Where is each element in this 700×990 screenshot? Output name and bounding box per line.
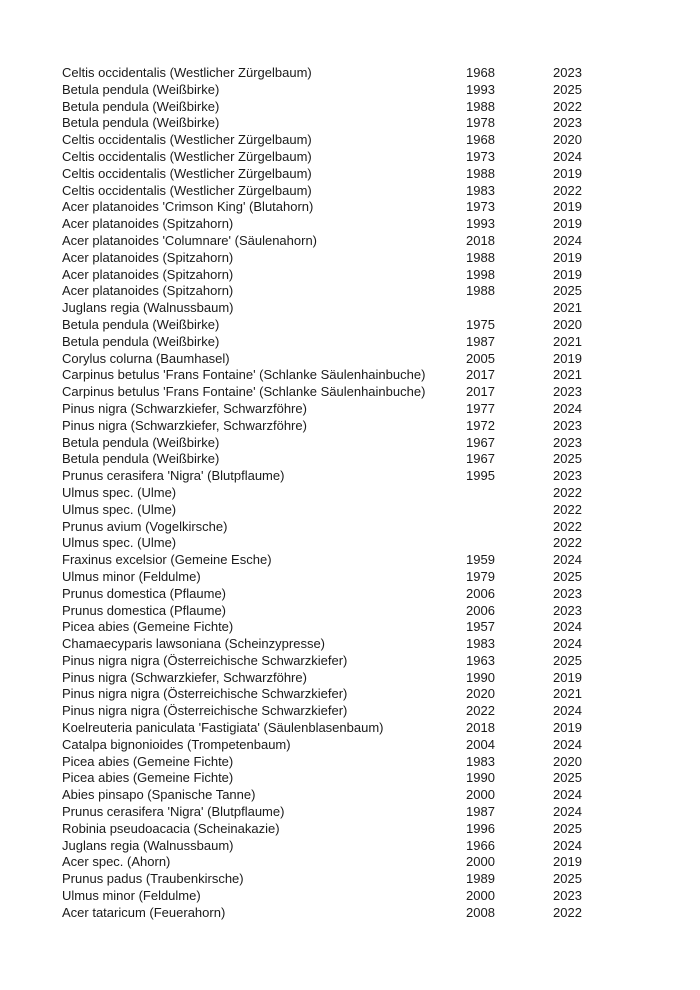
table-row bbox=[62, 686, 700, 703]
year-cell-1: 2000 bbox=[466, 854, 495, 870]
table-row bbox=[62, 367, 700, 384]
species-cell: Pinus nigra (Schwarzkiefer, Schwarzföhre) bbox=[62, 400, 307, 416]
table-row bbox=[62, 435, 700, 452]
table-row bbox=[62, 502, 700, 519]
year-cell-1 bbox=[466, 519, 553, 536]
year-cell-1: 1989 bbox=[466, 871, 495, 887]
table-row bbox=[62, 384, 700, 401]
year-cell-2: 2023 bbox=[553, 602, 582, 618]
year-cell-1: 1993 bbox=[466, 216, 495, 232]
species-cell: Acer platanoides (Spitzahorn) bbox=[62, 266, 234, 282]
year-cell-2: 2019 bbox=[553, 216, 582, 232]
species-cell: Acer platanoides (Spitzahorn) bbox=[62, 216, 234, 232]
year-cell-2: 2023 bbox=[553, 434, 582, 450]
year-cell-2: 2019 bbox=[553, 266, 582, 282]
year-cell-1: 2000 bbox=[466, 787, 495, 803]
year-cell-2: 2024 bbox=[553, 400, 582, 416]
year-cell-1: 2022 bbox=[466, 703, 495, 719]
year-cell-2: 2022 bbox=[553, 904, 582, 920]
table-row bbox=[62, 535, 700, 552]
species-cell: Acer platanoides 'Columnare' (Säulenahorn) bbox=[62, 232, 317, 248]
species-cell: Carpinus betulus 'Frans Fontaine' (Schlanke Säulenhainbuche) bbox=[62, 384, 426, 400]
species-cell: Betula pendula (Weißbirke) bbox=[62, 333, 220, 349]
table-row bbox=[62, 552, 700, 569]
table-row bbox=[62, 115, 700, 132]
year-cell-1 bbox=[466, 485, 553, 502]
species-cell: Celtis occidentalis (Westlicher Zürgelbaum) bbox=[62, 165, 312, 181]
species-cell: Pinus nigra nigra (Österreichische Schwarzkiefer) bbox=[62, 652, 348, 668]
table-row bbox=[62, 65, 700, 82]
year-cell-2: 2019 bbox=[553, 350, 582, 366]
year-cell-1: 1988 bbox=[466, 249, 495, 265]
year-cell-1: 1998 bbox=[466, 266, 495, 282]
table-row bbox=[62, 737, 700, 754]
species-cell: Betula pendula (Weißbirke) bbox=[62, 98, 220, 114]
year-cell-2: 2023 bbox=[553, 888, 582, 904]
table-row bbox=[62, 888, 700, 905]
species-cell: Prunus padus (Traubenkirsche) bbox=[62, 871, 244, 887]
year-cell-2: 2021 bbox=[553, 686, 582, 702]
year-cell-2: 2023 bbox=[553, 468, 582, 484]
year-cell-2: 2024 bbox=[553, 636, 582, 652]
table-row bbox=[62, 317, 700, 334]
species-cell: Pinus nigra (Schwarzkiefer, Schwarzföhre) bbox=[62, 417, 307, 433]
table-row bbox=[62, 334, 700, 351]
year-cell-2: 2019 bbox=[553, 720, 582, 736]
year-cell-2: 2024 bbox=[553, 837, 582, 853]
species-cell: Picea abies (Gemeine Fichte) bbox=[62, 770, 234, 786]
year-cell-1: 1983 bbox=[466, 753, 495, 769]
species-cell: Abies pinsapo (Spanische Tanne) bbox=[62, 787, 256, 803]
species-cell: Carpinus betulus 'Frans Fontaine' (Schlanke Säulenhainbuche) bbox=[62, 367, 426, 383]
table-row bbox=[62, 267, 700, 284]
year-cell-2: 2024 bbox=[553, 736, 582, 752]
species-cell: Fraxinus excelsior (Gemeine Esche) bbox=[62, 552, 272, 568]
species-cell: Prunus avium (Vogelkirsche) bbox=[62, 518, 228, 534]
year-cell-1: 1979 bbox=[466, 568, 495, 584]
table-row bbox=[62, 283, 700, 300]
species-cell: Prunus cerasifera 'Nigra' (Blutpflaume) bbox=[62, 468, 285, 484]
year-cell-2: 2019 bbox=[553, 669, 582, 685]
year-cell-2: 2024 bbox=[553, 787, 582, 803]
table-row bbox=[62, 754, 700, 771]
species-cell: Ulmus minor (Feldulme) bbox=[62, 888, 201, 904]
year-cell-2: 2023 bbox=[553, 585, 582, 601]
year-cell-1: 1968 bbox=[466, 132, 495, 148]
table-row bbox=[62, 703, 700, 720]
species-cell: Betula pendula (Weißbirke) bbox=[62, 451, 220, 467]
table-row bbox=[62, 82, 700, 99]
species-cell: Acer platanoides (Spitzahorn) bbox=[62, 283, 234, 299]
table-row bbox=[62, 401, 700, 418]
table-row bbox=[62, 183, 700, 200]
species-cell: Chamaecyparis lawsoniana (Scheinzypresse) bbox=[62, 636, 326, 652]
year-cell-2: 2025 bbox=[553, 283, 582, 299]
year-cell-1: 1990 bbox=[466, 770, 495, 786]
species-cell: Celtis occidentalis (Westlicher Zürgelbaum) bbox=[62, 132, 312, 148]
year-cell-1: 1975 bbox=[466, 316, 495, 332]
year-cell-2: 2025 bbox=[553, 451, 582, 467]
species-cell: Corylus colurna (Baumhasel) bbox=[62, 350, 230, 366]
year-cell-1: 1967 bbox=[466, 451, 495, 467]
year-cell-2: 2022 bbox=[553, 535, 582, 551]
year-cell-1: 2004 bbox=[466, 736, 495, 752]
species-cell: Pinus nigra (Schwarzkiefer, Schwarzföhre) bbox=[62, 669, 307, 685]
year-cell-2: 2019 bbox=[553, 165, 582, 181]
year-cell-1: 1972 bbox=[466, 417, 495, 433]
year-cell-2: 2024 bbox=[553, 619, 582, 635]
year-cell-2: 2025 bbox=[553, 81, 582, 97]
species-cell: Celtis occidentalis (Westlicher Zürgelbaum) bbox=[62, 182, 312, 198]
table-row bbox=[62, 166, 700, 183]
year-cell-1: 1966 bbox=[466, 837, 495, 853]
table-row bbox=[62, 838, 700, 855]
year-cell-2: 2025 bbox=[553, 568, 582, 584]
year-cell-2: 2020 bbox=[553, 316, 582, 332]
species-cell: Juglans regia (Walnussbaum) bbox=[62, 300, 234, 316]
species-cell: Pinus nigra nigra (Österreichische Schwarzkiefer) bbox=[62, 703, 348, 719]
table-row bbox=[62, 468, 700, 485]
table-row bbox=[62, 821, 700, 838]
species-cell: Pinus nigra nigra (Österreichische Schwarzkiefer) bbox=[62, 686, 348, 702]
year-cell-2: 2023 bbox=[553, 65, 582, 80]
year-cell-1: 1973 bbox=[466, 199, 495, 215]
species-cell: Koelreuteria paniculata 'Fastigiata' (Säulenblasenbaum) bbox=[62, 720, 384, 736]
table-row bbox=[62, 149, 700, 166]
table-row bbox=[62, 569, 700, 586]
table-row bbox=[62, 485, 700, 502]
table-row bbox=[62, 619, 700, 636]
table-row bbox=[62, 451, 700, 468]
table-row bbox=[62, 233, 700, 250]
table-row bbox=[62, 351, 700, 368]
year-cell-2: 2022 bbox=[553, 501, 582, 517]
species-cell: Celtis occidentalis (Westlicher Zürgelbaum) bbox=[62, 65, 312, 80]
species-cell: Robinia pseudoacacia (Scheinakazie) bbox=[62, 820, 280, 836]
table-row bbox=[62, 418, 700, 435]
year-cell-1: 1963 bbox=[466, 652, 495, 668]
year-cell-1 bbox=[466, 535, 553, 552]
table-row bbox=[62, 871, 700, 888]
year-cell-1: 2017 bbox=[466, 367, 495, 383]
table-row bbox=[62, 905, 700, 922]
year-cell-1: 2000 bbox=[466, 888, 495, 904]
species-cell: Picea abies (Gemeine Fichte) bbox=[62, 619, 234, 635]
year-cell-1: 1959 bbox=[466, 552, 495, 568]
species-cell: Prunus domestica (Pflaume) bbox=[62, 602, 227, 618]
year-cell-1: 2020 bbox=[466, 686, 495, 702]
year-cell-2: 2023 bbox=[553, 384, 582, 400]
year-cell-2: 2019 bbox=[553, 854, 582, 870]
species-cell: Celtis occidentalis (Westlicher Zürgelbaum) bbox=[62, 148, 312, 164]
year-cell-2: 2025 bbox=[553, 652, 582, 668]
year-cell-1: 1977 bbox=[466, 400, 495, 416]
table-row bbox=[62, 300, 700, 317]
year-cell-2: 2023 bbox=[553, 417, 582, 433]
year-cell-1: 2006 bbox=[466, 602, 495, 618]
species-cell: Acer tataricum (Feuerahorn) bbox=[62, 904, 226, 920]
year-cell-1: 1967 bbox=[466, 434, 495, 450]
table-row bbox=[62, 250, 700, 267]
year-cell-2: 2022 bbox=[553, 98, 582, 114]
year-cell-1: 1957 bbox=[466, 619, 495, 635]
year-cell-2: 2019 bbox=[553, 199, 582, 215]
year-cell-2: 2025 bbox=[553, 820, 582, 836]
species-cell: Betula pendula (Weißbirke) bbox=[62, 81, 220, 97]
year-cell-2: 2022 bbox=[553, 518, 582, 534]
year-cell-1: 1995 bbox=[466, 468, 495, 484]
table-row bbox=[62, 216, 700, 233]
year-cell-2: 2024 bbox=[553, 804, 582, 820]
year-cell-1 bbox=[466, 300, 553, 317]
species-cell: Acer platanoides (Spitzahorn) bbox=[62, 249, 234, 265]
year-cell-1: 2008 bbox=[466, 904, 495, 920]
tree-species-table bbox=[62, 65, 700, 922]
year-cell-1: 2017 bbox=[466, 384, 495, 400]
table-row bbox=[62, 653, 700, 670]
year-cell-1: 1973 bbox=[466, 148, 495, 164]
species-cell: Betula pendula (Weißbirke) bbox=[62, 316, 220, 332]
species-cell: Acer spec. (Ahorn) bbox=[62, 854, 171, 870]
year-cell-2: 2021 bbox=[553, 367, 582, 383]
year-cell-2: 2021 bbox=[553, 300, 582, 316]
year-cell-1: 1993 bbox=[466, 81, 495, 97]
year-cell-2: 2021 bbox=[553, 333, 582, 349]
table-row bbox=[62, 804, 700, 821]
year-cell-1: 1987 bbox=[466, 333, 495, 349]
year-cell-2: 2022 bbox=[553, 182, 582, 198]
species-cell: Ulmus minor (Feldulme) bbox=[62, 568, 201, 584]
table-row bbox=[62, 603, 700, 620]
species-cell: Betula pendula (Weißbirke) bbox=[62, 434, 220, 450]
year-cell-2: 2020 bbox=[553, 753, 582, 769]
year-cell-1: 1987 bbox=[466, 804, 495, 820]
species-cell: Catalpa bignonioides (Trompetenbaum) bbox=[62, 736, 291, 752]
table-row bbox=[62, 132, 700, 149]
year-cell-2: 2019 bbox=[553, 249, 582, 265]
species-cell: Prunus cerasifera 'Nigra' (Blutpflaume) bbox=[62, 804, 285, 820]
year-cell-2: 2025 bbox=[553, 770, 582, 786]
year-cell-1: 1996 bbox=[466, 820, 495, 836]
year-cell-1: 2018 bbox=[466, 720, 495, 736]
year-cell-2: 2024 bbox=[553, 148, 582, 164]
year-cell-2: 2025 bbox=[553, 871, 582, 887]
table-row bbox=[62, 787, 700, 804]
year-cell-1: 1988 bbox=[466, 98, 495, 114]
table-row bbox=[62, 770, 700, 787]
year-cell-2: 2020 bbox=[553, 132, 582, 148]
table-row bbox=[62, 636, 700, 653]
year-cell-1: 1968 bbox=[466, 65, 495, 80]
table-row bbox=[62, 720, 700, 737]
species-cell: Juglans regia (Walnussbaum) bbox=[62, 837, 234, 853]
species-cell: Ulmus spec. (Ulme) bbox=[62, 484, 177, 500]
species-cell: Prunus domestica (Pflaume) bbox=[62, 585, 227, 601]
year-cell-2: 2024 bbox=[553, 232, 582, 248]
species-cell: Ulmus spec. (Ulme) bbox=[62, 501, 177, 517]
year-cell-1: 1983 bbox=[466, 636, 495, 652]
species-cell: Picea abies (Gemeine Fichte) bbox=[62, 753, 234, 769]
year-cell-1: 1988 bbox=[466, 165, 495, 181]
table-row bbox=[62, 99, 700, 116]
table-row bbox=[62, 586, 700, 603]
year-cell-1: 1978 bbox=[466, 115, 495, 131]
year-cell-1: 2005 bbox=[466, 350, 495, 366]
year-cell-1: 1983 bbox=[466, 182, 495, 198]
year-cell-2: 2024 bbox=[553, 552, 582, 568]
year-cell-1: 2006 bbox=[466, 585, 495, 601]
year-cell-1: 2018 bbox=[466, 232, 495, 248]
year-cell-1: 1988 bbox=[466, 283, 495, 299]
table-row bbox=[62, 854, 700, 871]
species-cell: Ulmus spec. (Ulme) bbox=[62, 535, 177, 551]
year-cell-2: 2022 bbox=[553, 484, 582, 500]
year-cell-1: 1990 bbox=[466, 669, 495, 685]
year-cell-1 bbox=[466, 502, 553, 519]
species-cell: Betula pendula (Weißbirke) bbox=[62, 115, 220, 131]
year-cell-2: 2023 bbox=[553, 115, 582, 131]
table-row bbox=[62, 519, 700, 536]
species-cell: Acer platanoides 'Crimson King' (Blutahorn) bbox=[62, 199, 314, 215]
table-row bbox=[62, 670, 700, 687]
table-row bbox=[62, 199, 700, 216]
year-cell-2: 2024 bbox=[553, 703, 582, 719]
